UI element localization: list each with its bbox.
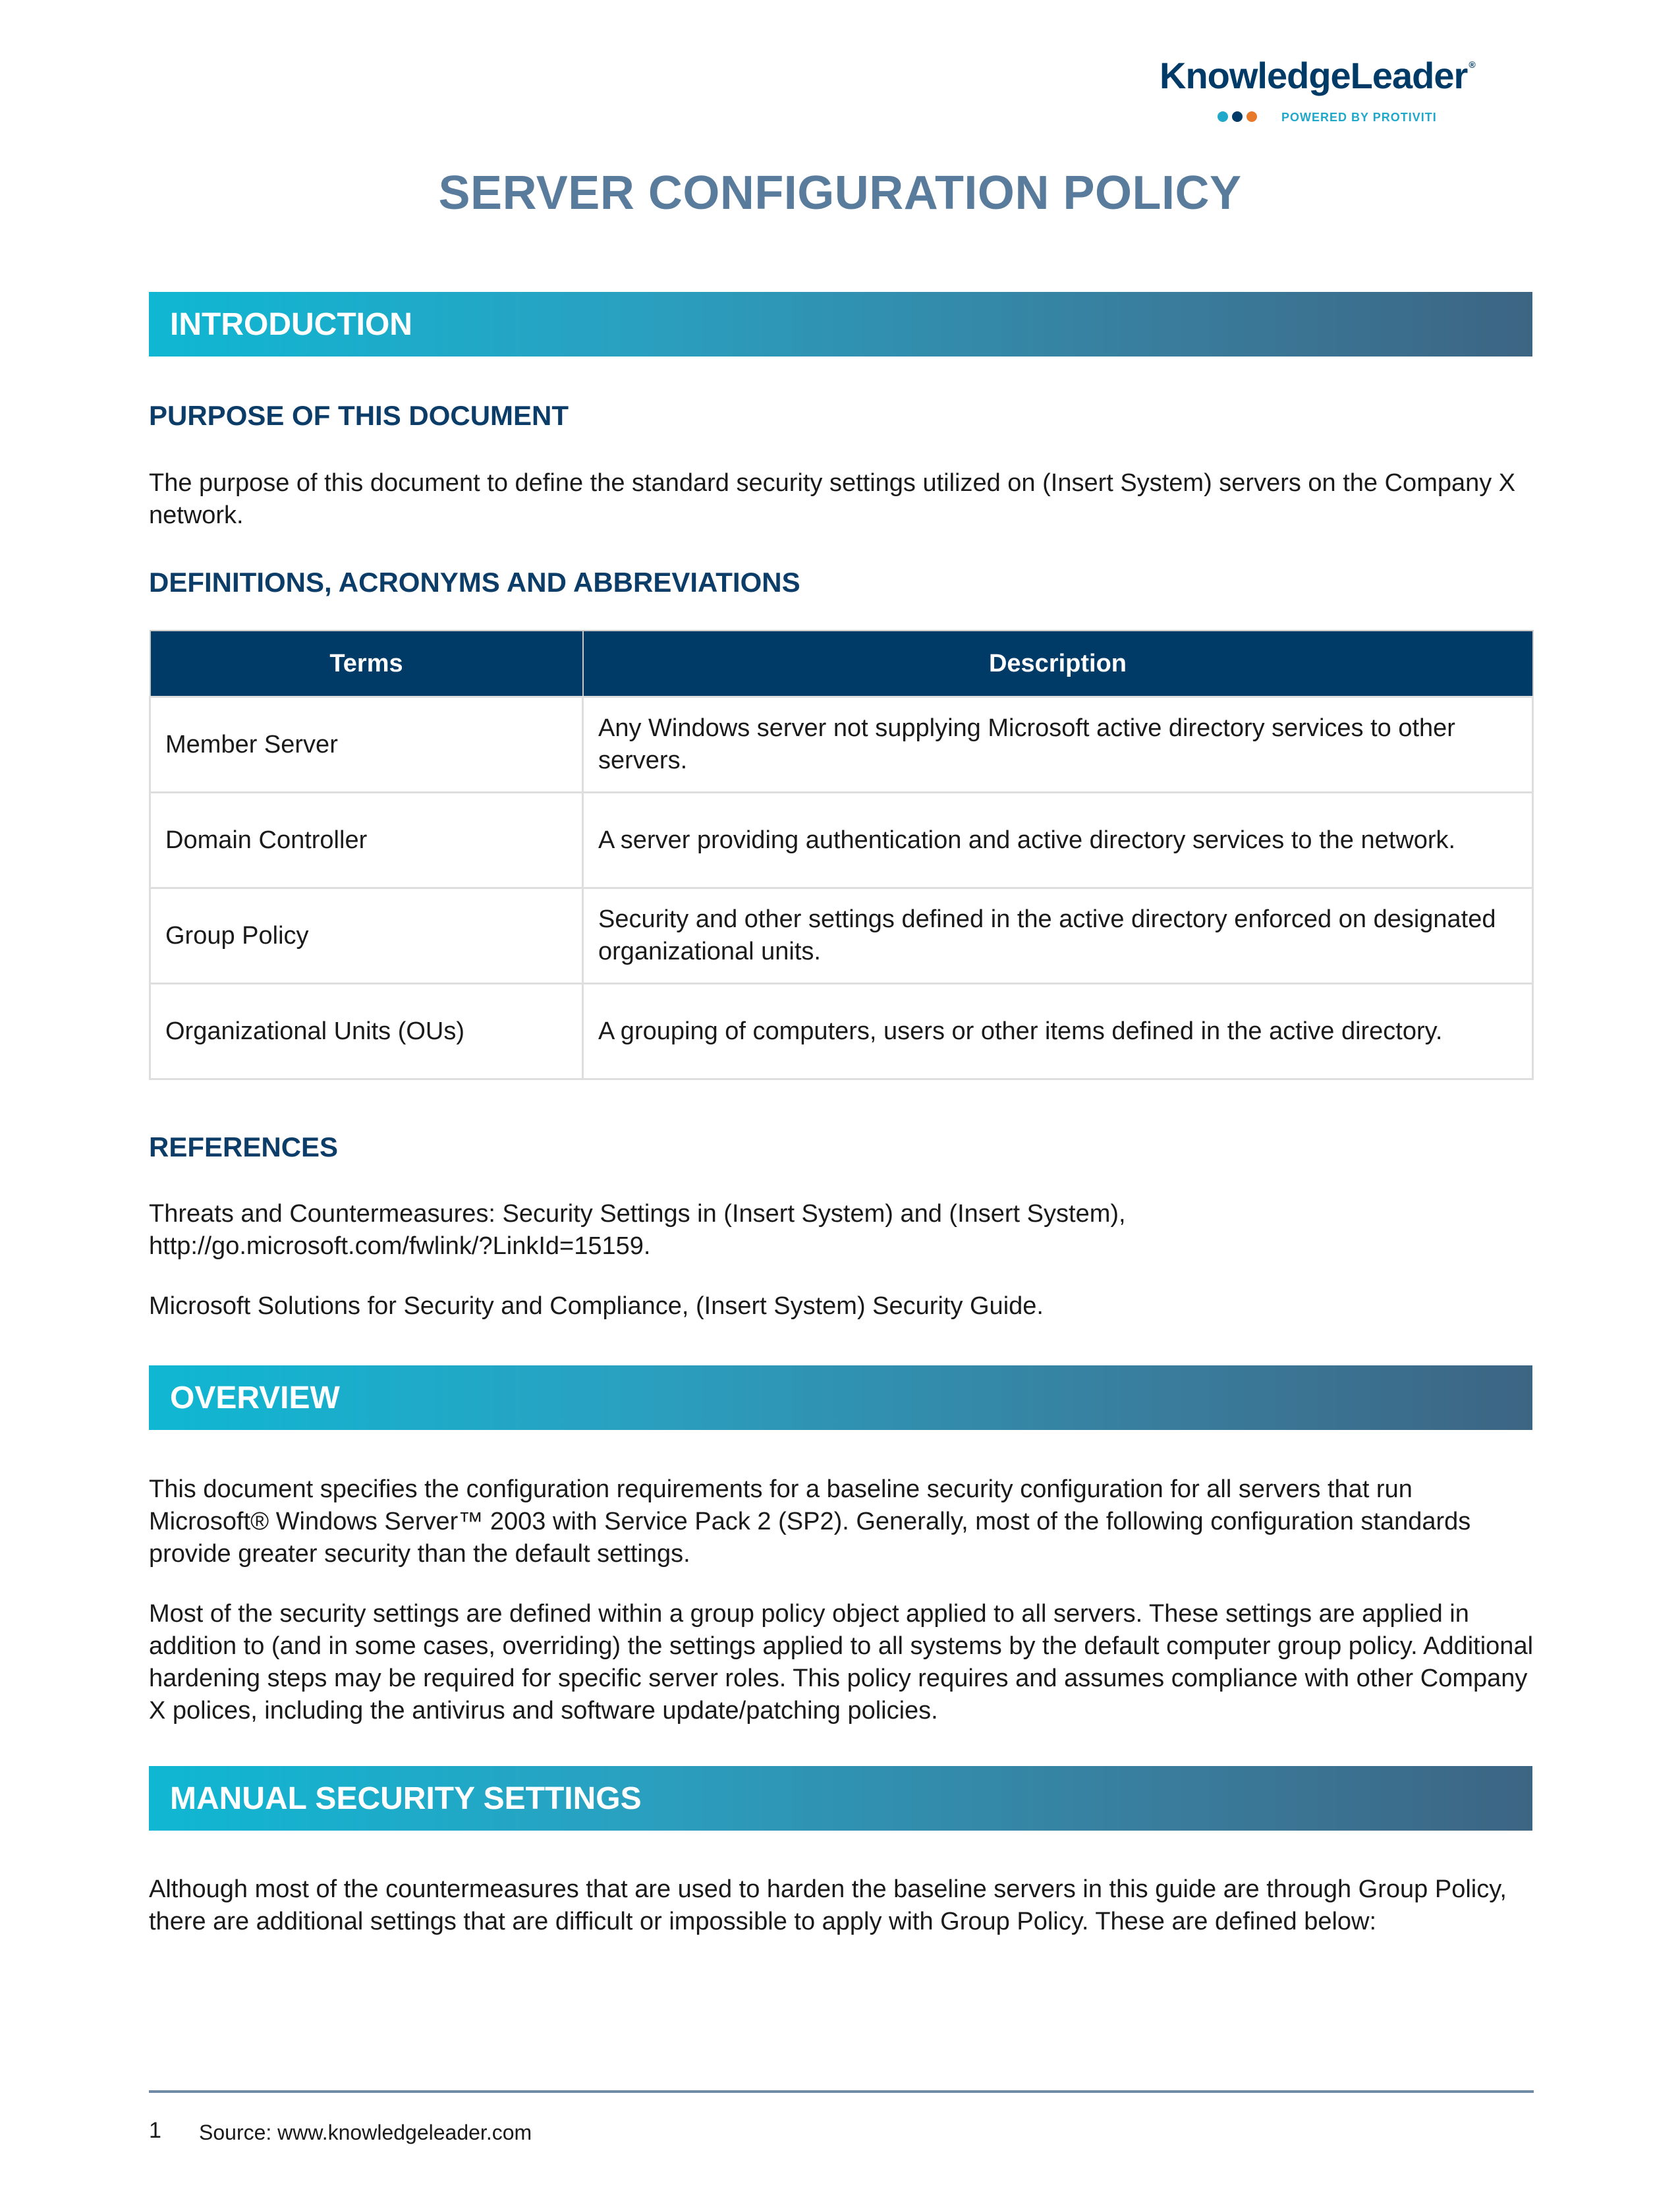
section-band-introduction bbox=[149, 292, 1532, 357]
term-cell: Domain Controller bbox=[150, 793, 583, 888]
table-row bbox=[150, 888, 1533, 984]
logo-dot-3 bbox=[1246, 111, 1257, 122]
overview-paragraph-1: This document specifies the configuration requirements for a baseline security configuration for all servers that run Microsoft® Windows Server™ 2003 with Service Pack 2 (SP2). Generally, most of the following configuration standards provide greater security than the default settings. bbox=[149, 1475, 1471, 1568]
footer-divider bbox=[149, 2090, 1534, 2093]
description-cell: A grouping of computers, users or other items defined in the active directory. bbox=[583, 984, 1533, 1079]
registered-mark: ® bbox=[1469, 59, 1475, 70]
logo-dot-2 bbox=[1232, 111, 1243, 122]
definitions-heading: DEFINITIONS, ACRONYMS AND ABBREVIATIONS bbox=[149, 567, 800, 598]
document-title: SERVER CONFIGURATION POLICY bbox=[438, 167, 1242, 219]
term-cell: Member Server bbox=[150, 697, 583, 793]
knowledgeleader-logo bbox=[1160, 54, 1542, 127]
reference-1: Threats and Countermeasures: Security Settings in (Insert System) and (Insert System), http://go.microsoft.com/fwlink/?LinkId=15159. bbox=[149, 1200, 1126, 1260]
purpose-text: The purpose of this document to define the standard security settings utilized on (Insert System) servers on the Company X network. bbox=[149, 469, 1516, 529]
section-label: MANUAL SECURITY SETTINGS bbox=[170, 1781, 642, 1816]
references-heading: REFERENCES bbox=[149, 1131, 339, 1162]
term-cell: Organizational Units (OUs) bbox=[150, 984, 583, 1079]
manual-paragraph-1: Although most of the countermeasures that are used to harden the baseline servers in this guide are through Group Policy, there are additional settings that are difficult or impossible to apply with Group Policy. These are defined below: bbox=[149, 1875, 1507, 1935]
table-row bbox=[150, 793, 1533, 888]
section-label: INTRODUCTION bbox=[170, 307, 412, 342]
definitions-table bbox=[149, 630, 1534, 1080]
section-label: OVERVIEW bbox=[170, 1381, 340, 1415]
overview-paragraph-2: Most of the security settings are defined within a group policy object applied to all servers. These settings are applied in addition to (and in some cases, overriding) the settings applied to all systems by the default computer group policy. Additional hardening steps may be required for specific server roles. This policy requires and assumes compliance with other Company X polices, including the antivirus and software update/patching policies. bbox=[149, 1600, 1534, 1725]
table-row bbox=[150, 697, 1533, 793]
footer-source: Source: www.knowledgeleader.com bbox=[199, 2121, 532, 2144]
logo-tagline: POWERED BY PROTIVITI bbox=[1281, 111, 1437, 124]
description-cell: Security and other settings defined in the active directory enforced on designated organizational units. bbox=[583, 888, 1533, 984]
description-cell: Any Windows server not supplying Microsoft active directory services to other servers. bbox=[583, 697, 1533, 793]
purpose-heading: PURPOSE OF THIS DOCUMENT bbox=[149, 400, 569, 431]
logo-dot-1 bbox=[1218, 111, 1228, 122]
reference-2: Microsoft Solutions for Security and Compliance, (Insert System) Security Guide. bbox=[149, 1292, 1044, 1320]
section-band-overview bbox=[149, 1365, 1532, 1430]
page-number: 1 bbox=[149, 2118, 161, 2143]
table-header-row bbox=[150, 631, 1533, 697]
table-row bbox=[150, 984, 1533, 1079]
logo-wordmark: KnowledgeLeader ® bbox=[1160, 55, 1475, 96]
column-header-description: Description bbox=[583, 631, 1533, 697]
logo-dots-icon bbox=[1218, 111, 1270, 125]
column-header-terms: Terms bbox=[150, 631, 583, 697]
section-band-manual-security-settings bbox=[149, 1766, 1532, 1831]
description-cell: A server providing authentication and active directory services to the network. bbox=[583, 793, 1533, 888]
term-cell: Group Policy bbox=[150, 888, 583, 984]
